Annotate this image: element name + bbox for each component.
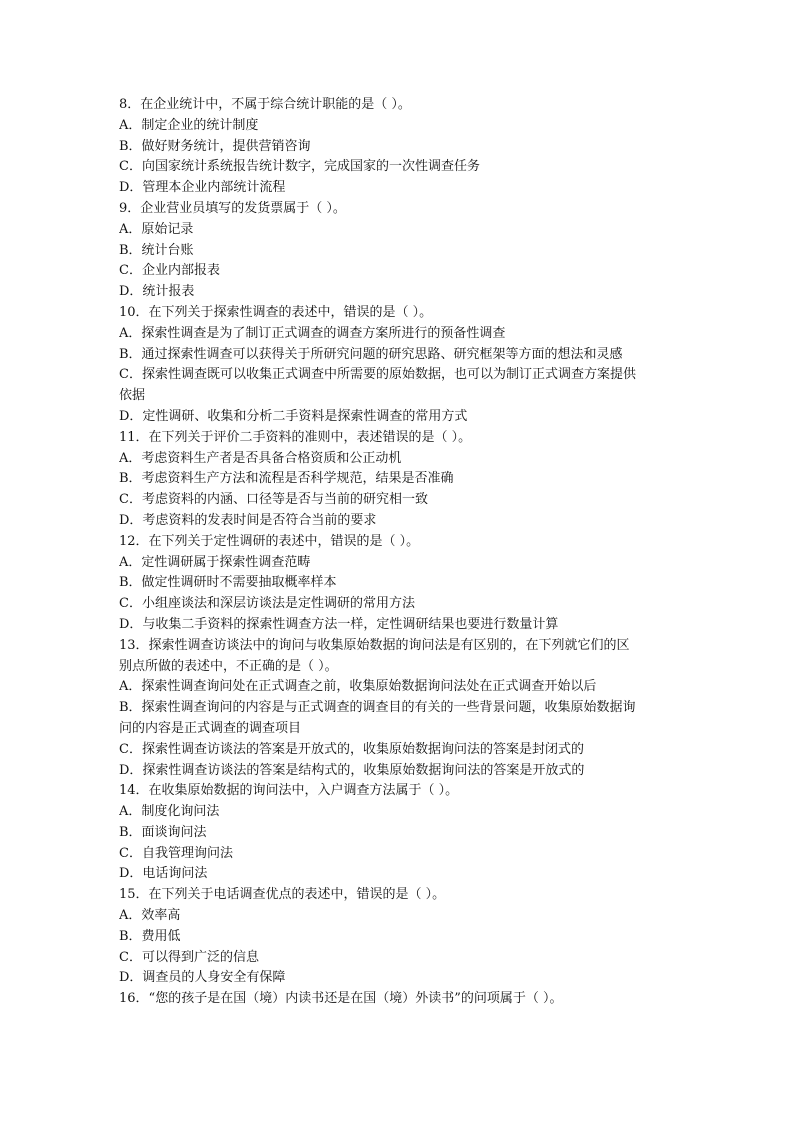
question-14-stem: 14．在收集原始数据的询问法中，入户调查方法属于（ ）。 <box>119 783 459 799</box>
question-14-option-c: C．自我管理询问法 <box>119 845 233 861</box>
question-10-option-a: A．探索性调查是为了制订正式调查的调查方案所进行的预备性调查 <box>119 325 506 341</box>
question-13-option-d: D．探索性调查访谈法的答案是结构式的，收集原始数据询问法的答案是开放式的 <box>119 762 585 778</box>
question-12-stem: 12．在下列关于定性调研的表述中，错误的是（ ）。 <box>119 533 420 549</box>
question-8-option-c: C．向国家统计系统报告统计数字，完成国家的一次性调查任务 <box>119 159 480 175</box>
question-15-stem: 15．在下列关于电话调查优点的表述中，错误的是（ ）。 <box>119 887 446 903</box>
question-16-stem: 16．“您的孩子是在国（境）内读书还是在国（境）外读书”的问项属于（ ）。 <box>119 991 563 1007</box>
question-11-option-d: D．考虑资料的发表时间是否符合当前的要求 <box>119 512 377 528</box>
question-9-option-b: B．统计台账 <box>119 242 194 258</box>
question-9-stem: 9．企业营业员填写的发货票属于（ ）。 <box>119 200 346 216</box>
question-13-option-b: B．探索性调查询问的内容是与正式调查的调查目的有关的一些背景问题，收集原始数据询 <box>119 700 636 716</box>
question-8-option-a: A．制定企业的统计制度 <box>119 117 259 133</box>
question-8-option-d: D．管理本企业内部统计流程 <box>119 180 286 196</box>
question-13-option-c: C．探索性调查访谈法的答案是开放式的，收集原始数据询问法的答案是封闭式的 <box>119 741 584 757</box>
question-9-option-c: C．企业内部报表 <box>119 263 220 279</box>
question-14-option-a: A．制度化询问法 <box>119 804 220 820</box>
question-13-option-a: A．探索性调查询问处在正式调查之前，收集原始数据询问法处在正式调查开始以后 <box>119 679 597 695</box>
question-10-option-c: C．探索性调查既可以收集正式调查中所需要的原始数据，也可以为制订正式调查方案提供 <box>119 367 636 383</box>
question-9-option-a: A．原始记录 <box>119 221 194 237</box>
question-14-option-b: B．面谈询问法 <box>119 824 207 840</box>
question-10-stem: 10．在下列关于探索性调查的表述中，错误的是（ ）。 <box>119 304 433 320</box>
question-14-option-d: D．电话询问法 <box>119 866 208 882</box>
question-12-option-a: A．定性调研属于探索性调查范畴 <box>119 554 311 570</box>
question-10-option-d: D．定性调研、收集和分析二手资料是探索性调查的常用方式 <box>119 408 468 424</box>
question-13-stem-cont: 别点所做的表述中，不正确的是（ ）。 <box>119 658 338 674</box>
question-12-option-b: B．做定性调研时不需要抽取概率样本 <box>119 575 337 591</box>
question-9-option-d: D．统计报表 <box>119 284 195 300</box>
question-15-option-a: A．效率高 <box>119 908 181 924</box>
document-body <box>119 95 679 1010</box>
question-13-option-b-cont: 问的内容是正式调查的调查项目 <box>119 720 302 736</box>
question-15-option-b: B．费用低 <box>119 928 181 944</box>
question-8-stem: 8．在企业统计中，不属于综合统计职能的是（ ）。 <box>119 97 411 112</box>
question-15-option-c: C．可以得到广泛的信息 <box>119 949 259 965</box>
question-11-option-b: B．考虑资料生产方法和流程是否科学规范，结果是否准确 <box>119 471 454 487</box>
question-10-option-c-cont: 依据 <box>119 388 146 404</box>
question-8-option-b: B．做好财务统计，提供营销咨询 <box>119 138 311 154</box>
question-11-option-c: C．考虑资料的内涵、口径等是否与当前的研究相一致 <box>119 492 428 508</box>
question-10-option-b: B．通过探索性调查可以获得关于所研究问题的研究思路、研究框架等方面的想法和灵感 <box>119 346 623 362</box>
question-12-option-d: D．与收集二手资料的探索性调查方法一样，定性调研结果也要进行数量计算 <box>119 616 559 632</box>
question-11-stem: 11．在下列关于评价二手资料的准则中，表述错误的是（ ）。 <box>119 429 472 445</box>
question-11-option-a: A．考虑资料生产者是否具备合格资质和公正动机 <box>119 450 402 466</box>
question-13-stem: 13．探索性调查访谈法中的询问与收集原始数据的询问法是有区别的，在下列就它们的区 <box>119 637 630 653</box>
question-15-option-d: D．调查员的人身安全有保障 <box>119 970 286 986</box>
question-12-option-c: C．小组座谈法和深层访谈法是定性调研的常用方法 <box>119 596 415 612</box>
